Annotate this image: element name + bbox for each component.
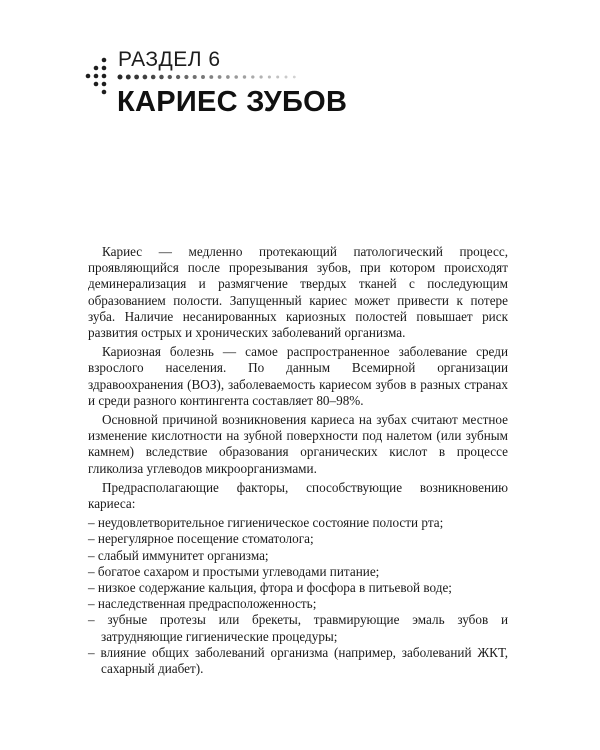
decorative-dot bbox=[159, 75, 163, 79]
decorative-dot bbox=[102, 82, 107, 87]
decorative-dot bbox=[151, 75, 156, 80]
decorative-dot bbox=[193, 75, 197, 79]
decorative-dot bbox=[243, 75, 246, 78]
decorative-dot bbox=[94, 66, 99, 71]
decorative-dot bbox=[201, 75, 205, 79]
chapter-title: КАРИЕС ЗУБОВ bbox=[117, 86, 348, 118]
decorative-dot bbox=[234, 75, 238, 79]
paragraph-factors-intro: Предрасполагающие факторы, способствующие возникновению кариеса: bbox=[88, 479, 508, 512]
decorative-dot bbox=[118, 75, 123, 80]
list-item: – низкое содержание кальция, фтора и фосфора в питьевой воде; bbox=[88, 580, 508, 596]
section-label: РАЗДЕЛ 6 bbox=[118, 48, 221, 71]
decorative-dot bbox=[176, 75, 180, 79]
decorative-dot bbox=[102, 90, 107, 95]
body-text bbox=[88, 244, 508, 677]
list-item: – влияние общих заболеваний организма (например, заболеваний ЖКТ, сахарный диабет). bbox=[88, 645, 508, 677]
decorative-dot bbox=[102, 58, 107, 63]
paragraph-cause: Основной причиной возникновения кариеса на зубах считают местное изменение кислотности на зубной поверхности под налетом (или зубным камнем) вследствие образования органических кислот в процессе гликолиза углеводов микроорганизмами. bbox=[88, 412, 508, 476]
list-item: – слабый иммунитет организма; bbox=[88, 548, 508, 564]
decorative-dot bbox=[126, 75, 131, 80]
decorative-dot bbox=[276, 75, 279, 78]
decorative-dot bbox=[251, 75, 254, 78]
list-item: – зубные протезы или брекеты, травмирующие эмаль зубов и затрудняющие гигиенические процедуры; bbox=[88, 612, 508, 644]
decorative-dot bbox=[168, 75, 172, 79]
paragraph-definition: Кариес — медленно протекающий патологический процесс, проявляющийся после прорезывания зубов, при котором происходят деминерализация и размягчение твердых тканей с последующим образованием полости. Запущенный кариес может привести к потере зуба. Наличие несанированных кариозных полостей повышает риск развития острых и хронических заболеваний организма. bbox=[88, 244, 508, 341]
decorative-dot bbox=[226, 75, 230, 79]
decorative-dot bbox=[86, 74, 91, 79]
decorative-dot bbox=[102, 74, 107, 79]
decorative-dot bbox=[184, 75, 188, 79]
list-item: – нерегулярное посещение стоматолога; bbox=[88, 531, 508, 547]
list-item: – богатое сахаром и простыми углеводами питание; bbox=[88, 564, 508, 580]
factors-list bbox=[88, 515, 508, 677]
decorative-dot bbox=[259, 75, 262, 78]
decorative-dot bbox=[209, 75, 213, 79]
decorative-dot bbox=[268, 75, 271, 78]
decorative-dot bbox=[218, 75, 222, 79]
list-item: – наследственная предрасположенность; bbox=[88, 596, 508, 612]
decorative-dot bbox=[102, 66, 107, 71]
decorative-dot bbox=[293, 76, 296, 79]
decorative-dot bbox=[94, 82, 99, 87]
decorative-dot bbox=[134, 75, 139, 80]
decorative-dot bbox=[285, 76, 288, 79]
decorative-dot bbox=[94, 74, 99, 79]
list-item: – неудовлетворительное гигиеническое состояние полости рта; bbox=[88, 515, 508, 531]
paragraph-prevalence: Кариозная болезнь — самое распространенное заболевание среди взрослого населения. По данным Всемирной организации здравоохранения (ВОЗ), заболеваемость кариесом зубов в разных странах и среди разного контингента составляет 80–98%. bbox=[88, 344, 508, 408]
decorative-dot bbox=[143, 75, 148, 80]
